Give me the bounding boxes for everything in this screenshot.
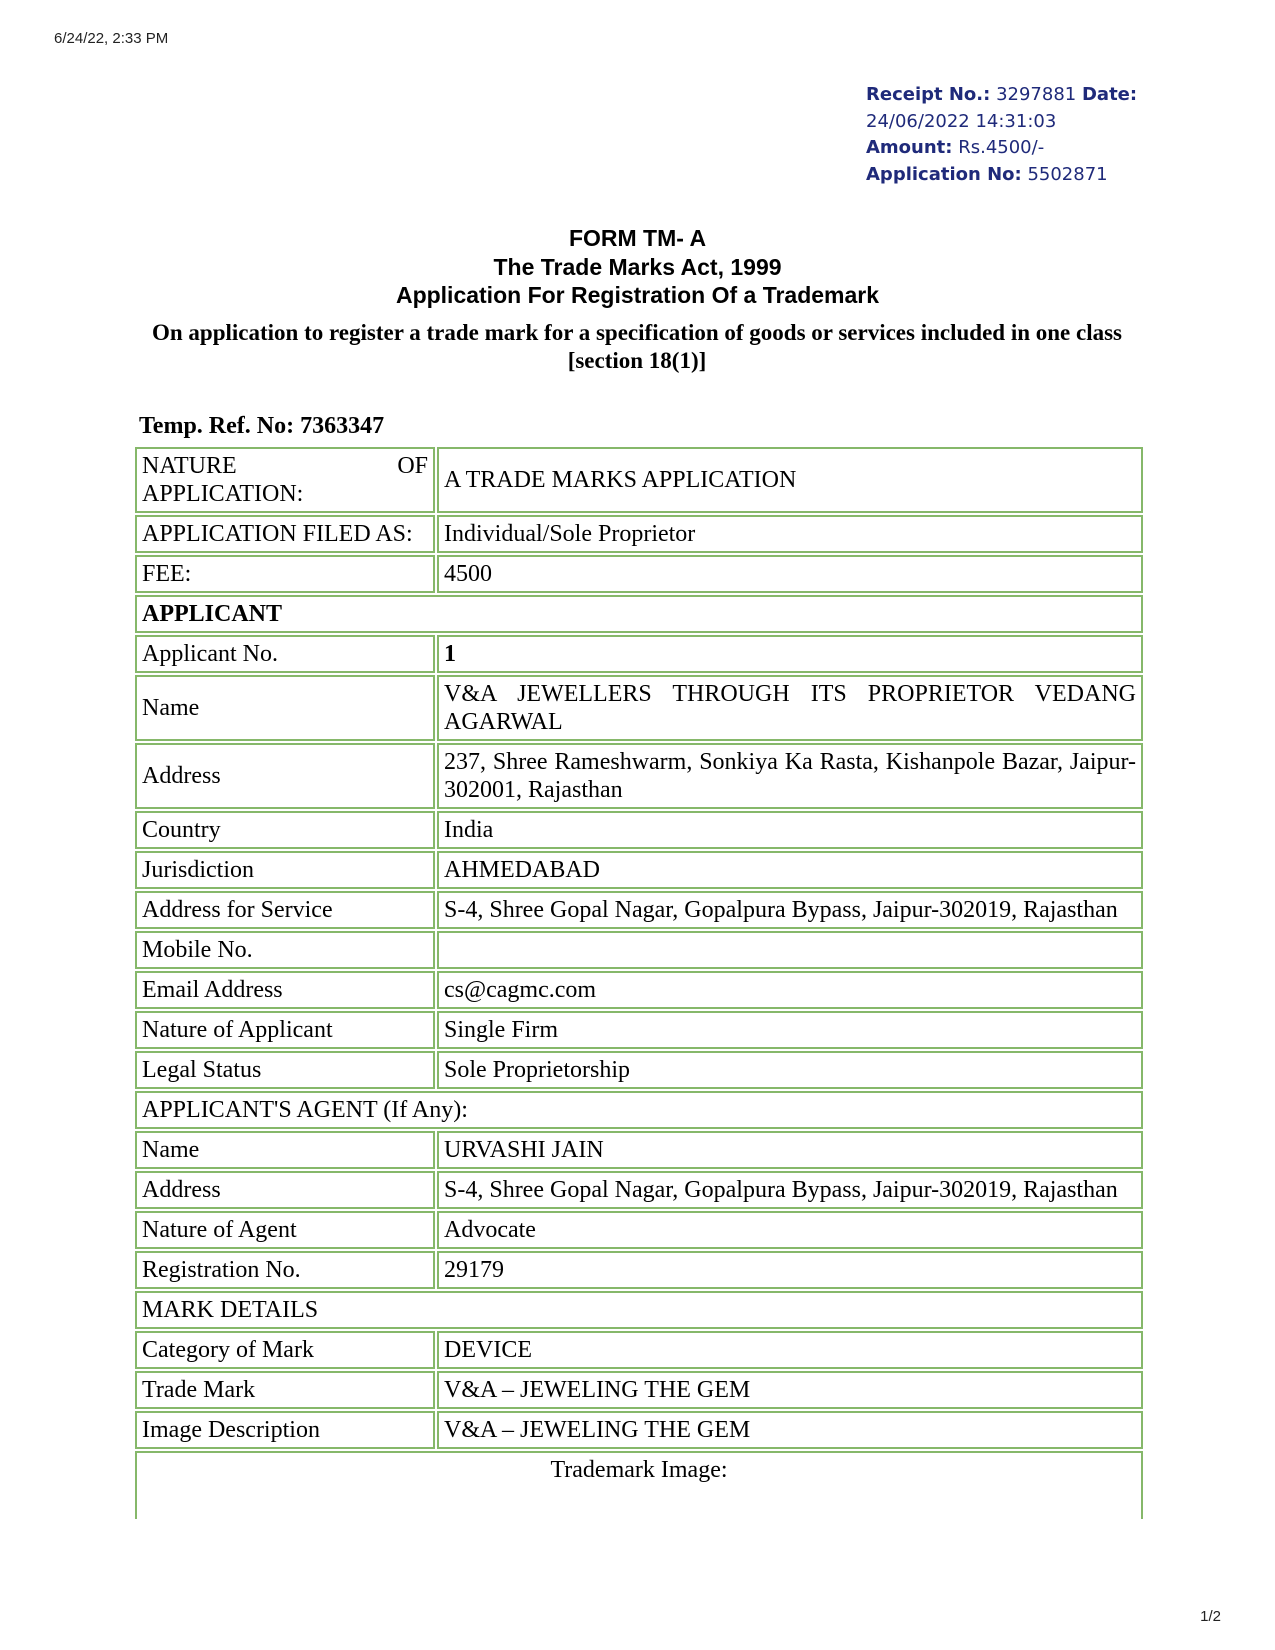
mobile-label: Mobile No. <box>135 931 435 969</box>
trademark-image-label: Trademark Image: <box>135 1451 1143 1519</box>
application-form-table <box>133 445 1145 1521</box>
table-row <box>135 1211 1143 1249</box>
table-row <box>135 1291 1143 1329</box>
act-title: The Trade Marks Act, 1999 <box>493 253 782 280</box>
table-row <box>135 851 1143 889</box>
table-row <box>135 1371 1143 1409</box>
table-row <box>135 555 1143 593</box>
trade-mark-label: Trade Mark <box>135 1371 435 1409</box>
table-row <box>135 1131 1143 1169</box>
receipt-date-label: Date: <box>1081 84 1138 105</box>
print-datetime: 6/24/22, 2:33 PM <box>54 30 169 47</box>
receipt-block <box>866 82 1166 188</box>
application-no-label: Application No: <box>866 163 1022 185</box>
application-no: 5502871 <box>1027 163 1108 185</box>
table-row <box>135 675 1143 741</box>
form-title: FORM TM- A <box>568 225 707 251</box>
form-subtitle: On application to register a trade mark for a specification of goods or services included in one class [section 18(1)] <box>152 320 1122 373</box>
table-row <box>135 1331 1143 1369</box>
country-label: Country <box>135 811 435 849</box>
agent-name-label: Name <box>135 1131 435 1169</box>
table-row <box>135 811 1143 849</box>
applicant-name-value: V&A JEWELLERS THROUGH ITS PROPRIETOR VEDANG AGARWAL <box>437 675 1143 741</box>
registration-no-label: Registration No. <box>135 1251 435 1289</box>
table-row <box>135 743 1143 809</box>
fee-value: 4500 <box>437 555 1143 593</box>
table-row <box>135 1051 1143 1089</box>
table-row <box>135 1411 1143 1449</box>
image-description-value: V&A – JEWELING THE GEM <box>437 1411 1143 1449</box>
country-value: India <box>437 811 1143 849</box>
receipt-date: 24/06/2022 14:31:03 <box>866 110 1057 132</box>
applicant-no-label: Applicant No. <box>135 635 435 673</box>
email-label: Email Address <box>135 971 435 1009</box>
filed-as-value: Individual/Sole Proprietor <box>437 515 1143 553</box>
applicant-name-label: Name <box>135 675 435 741</box>
nature-of-application-value: A TRADE MARKS APPLICATION <box>437 447 1143 513</box>
jurisdiction-label: Jurisdiction <box>135 851 435 889</box>
registration-no-value: 29179 <box>437 1251 1143 1289</box>
table-row <box>135 931 1143 969</box>
temp-ref-no: Temp. Ref. No: 7363347 <box>139 413 385 439</box>
mobile-value <box>437 931 1143 969</box>
legal-status-value: Sole Proprietorship <box>437 1051 1143 1089</box>
table-row <box>135 595 1143 633</box>
receipt-no-label: Receipt No.: <box>866 84 991 105</box>
mark-section-title: MARK DETAILS <box>135 1291 1143 1329</box>
agent-address-label: Address <box>135 1171 435 1209</box>
service-address-label: Address for Service <box>135 891 435 929</box>
applicant-section-title: APPLICANT <box>135 595 1143 633</box>
trade-mark-value: V&A – JEWELING THE GEM <box>437 1371 1143 1409</box>
amount-label: Amount: <box>866 137 953 158</box>
nature-of-agent-label: Nature of Agent <box>135 1211 435 1249</box>
email-value: cs@cagmc.com <box>437 971 1143 1009</box>
applicant-no-value: 1 <box>437 635 1143 673</box>
agent-name-value: URVASHI JAIN <box>437 1131 1143 1169</box>
form-heading <box>0 224 1275 310</box>
nature-of-application-label: NATURE OF APPLICATION: <box>135 447 435 513</box>
filed-as-label: APPLICATION FILED AS: <box>135 515 435 553</box>
legal-status-label: Legal Status <box>135 1051 435 1089</box>
agent-address-value: S-4, Shree Gopal Nagar, Gopalpura Bypass, Jaipur-302019, Rajasthan <box>437 1171 1143 1209</box>
receipt-no: 3297881 <box>996 84 1077 105</box>
table-row <box>135 515 1143 553</box>
category-value: DEVICE <box>437 1331 1143 1369</box>
nature-of-agent-value: Advocate <box>437 1211 1143 1249</box>
fee-label: FEE: <box>135 555 435 593</box>
table-row <box>135 971 1143 1009</box>
applicant-address-label: Address <box>135 743 435 809</box>
table-row <box>135 635 1143 673</box>
amount-value: Rs.4500/- <box>958 137 1045 158</box>
service-address-value: S-4, Shree Gopal Nagar, Gopalpura Bypass, Jaipur-302019, Rajasthan <box>437 891 1143 929</box>
nature-of-applicant-value: Single Firm <box>437 1011 1143 1049</box>
table-row <box>135 1011 1143 1049</box>
category-label: Category of Mark <box>135 1331 435 1369</box>
agent-section-title: APPLICANT'S AGENT (If Any): <box>135 1091 1143 1129</box>
application-title: Application For Registration Of a Trademark <box>395 282 880 308</box>
jurisdiction-value: AHMEDABAD <box>437 851 1143 889</box>
page-number: 1/2 <box>1200 1608 1221 1625</box>
table-row <box>135 1091 1143 1129</box>
image-description-label: Image Description <box>135 1411 435 1449</box>
table-row <box>135 1171 1143 1209</box>
applicant-address-value: 237, Shree Rameshwarm, Sonkiya Ka Rasta, Kishanpole Bazar, Jaipur-302001, Rajasthan <box>437 743 1143 809</box>
table-row <box>135 447 1143 513</box>
table-row <box>135 891 1143 929</box>
table-row <box>135 1451 1143 1519</box>
nature-of-applicant-label: Nature of Applicant <box>135 1011 435 1049</box>
table-row <box>135 1251 1143 1289</box>
